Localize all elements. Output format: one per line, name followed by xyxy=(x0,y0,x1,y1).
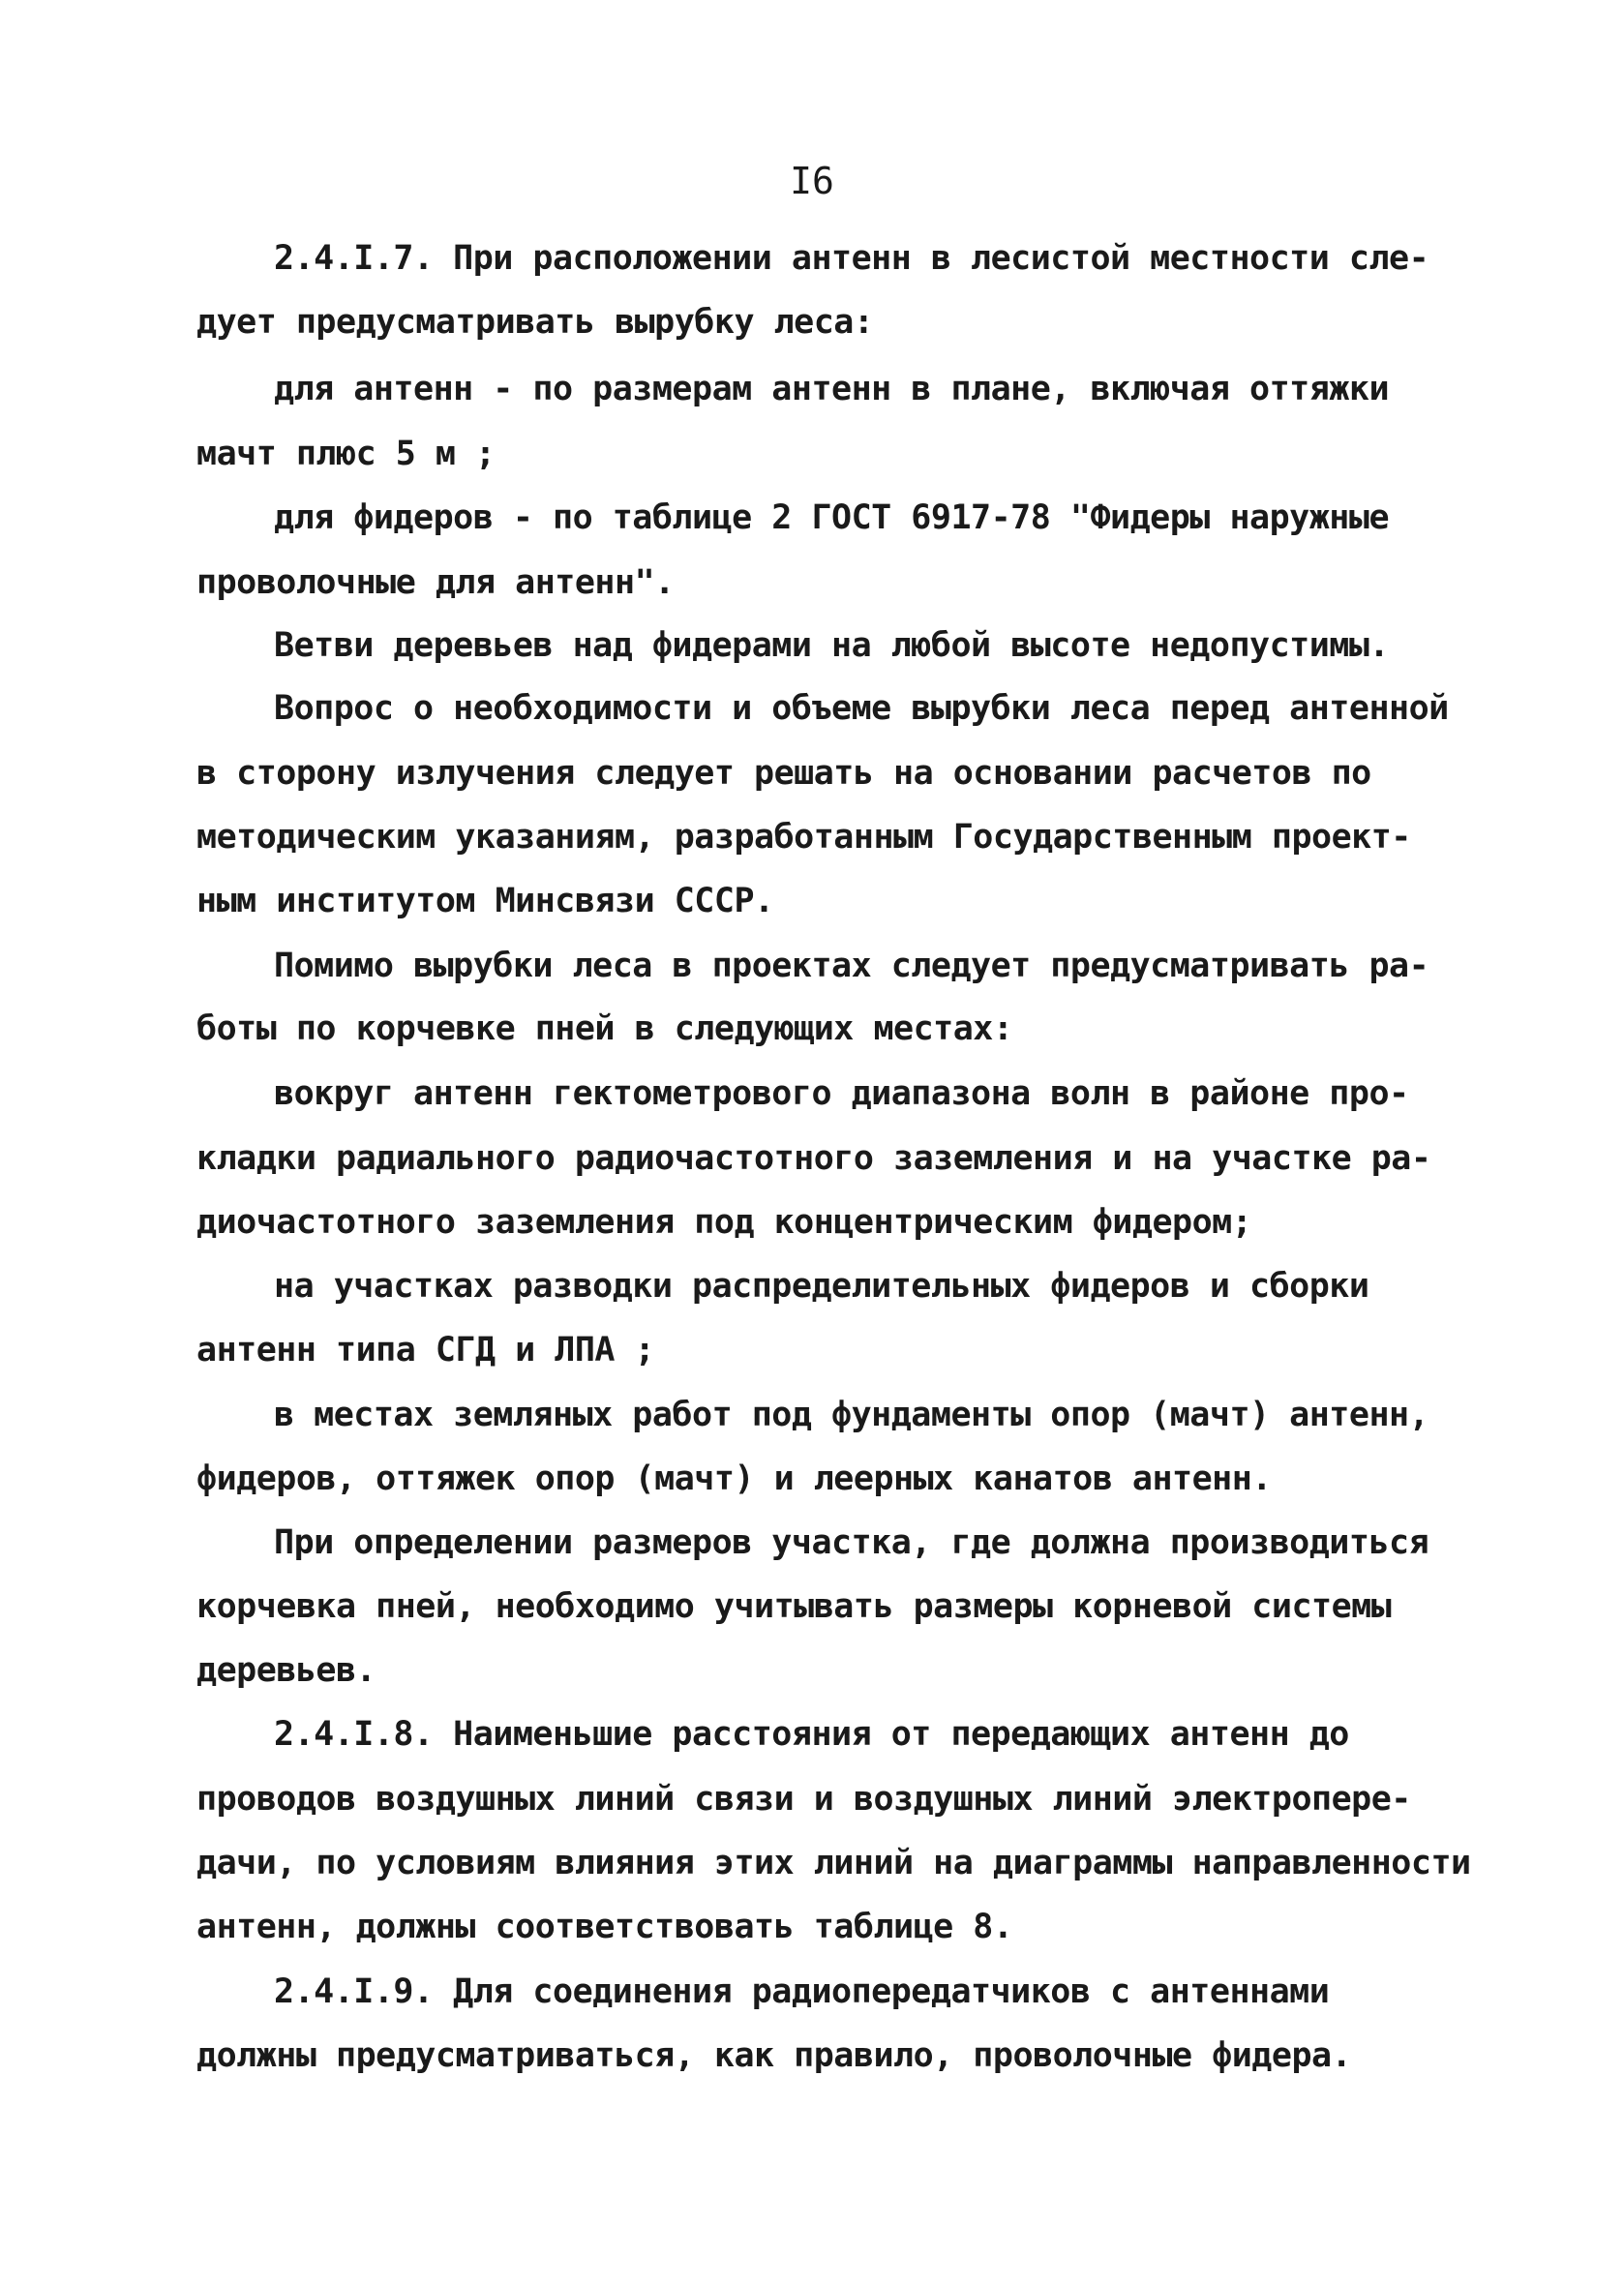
text-line: 2.4.I.7. При расположении антенн в лесистой местности сле- xyxy=(274,239,1429,278)
text-line: мачт плюс 5 м ; xyxy=(196,435,496,473)
text-line: антенн типа СГД и ЛПА ; xyxy=(196,1331,655,1369)
text-line: кладки радиального радиочастотного заземления и на участке ра- xyxy=(196,1139,1431,1178)
text-line: вокруг антенн гектометрового диапазона волн в районе про- xyxy=(274,1074,1409,1113)
text-line: корчевка пней, необходимо учитывать размеры корневой системы xyxy=(196,1587,1392,1626)
text-line: При определении размеров участка, где должна производиться xyxy=(274,1523,1429,1562)
text-line: Вопрос о необходимости и объеме вырубки леса перед антенной xyxy=(274,689,1449,728)
text-line: фидеров, оттяжек опор (мачт) и леерных канатов антенн. xyxy=(196,1459,1272,1498)
text-line: антенн, должны соответствовать таблице 8. xyxy=(196,1908,1013,1946)
text-line: деревьев. xyxy=(196,1651,376,1690)
text-line: Ветви деревьев над фидерами на любой высоте недопустимы. xyxy=(274,626,1390,665)
text-line: 2.4.I.8. Наименьшие расстояния от передающих антенн до xyxy=(274,1715,1349,1754)
text-line: для фидеров - по таблице 2 ГОСТ 6917-78 "Фидеры наружные xyxy=(274,498,1390,537)
text-line: в сторону излучения следует решать на основании расчетов по xyxy=(196,754,1371,793)
text-line: ным институтом Минсвязи СССР. xyxy=(196,882,774,920)
text-line: проволочные для антенн". xyxy=(196,563,675,602)
text-line: методическим указаниям, разработанным Государственным проект- xyxy=(196,818,1411,857)
text-line: для антенн - по размерам антенн в плане, включая оттяжки xyxy=(274,370,1390,408)
text-line: Помимо вырубки леса в проектах следует предусматривать ра- xyxy=(274,947,1429,985)
text-line: в местах земляных работ под фундаменты опор (мачт) антенн, xyxy=(274,1396,1429,1434)
text-line: дачи, по условиям влияния этих линий на диаграммы направленности xyxy=(196,1844,1471,1882)
page-number: I6 xyxy=(790,160,834,202)
text-line: 2.4.I.9. Для соединения радиопередатчиков с антеннами xyxy=(274,1972,1330,2011)
text-line: диочастотного заземления под концентрическим фидером; xyxy=(196,1203,1252,1242)
text-line: дует предусматривать вырубку леса: xyxy=(196,303,874,342)
text-line: должны предусматриваться, как правило, проволочные фидера. xyxy=(196,2036,1352,2075)
text-line: проводов воздушных линий связи и воздушных линий электропере- xyxy=(196,1780,1411,1819)
text-line: боты по корчевке пней в следующих местах: xyxy=(196,1009,1013,1048)
text-line: на участках разводки распределительных фидеров и сборки xyxy=(274,1267,1369,1306)
